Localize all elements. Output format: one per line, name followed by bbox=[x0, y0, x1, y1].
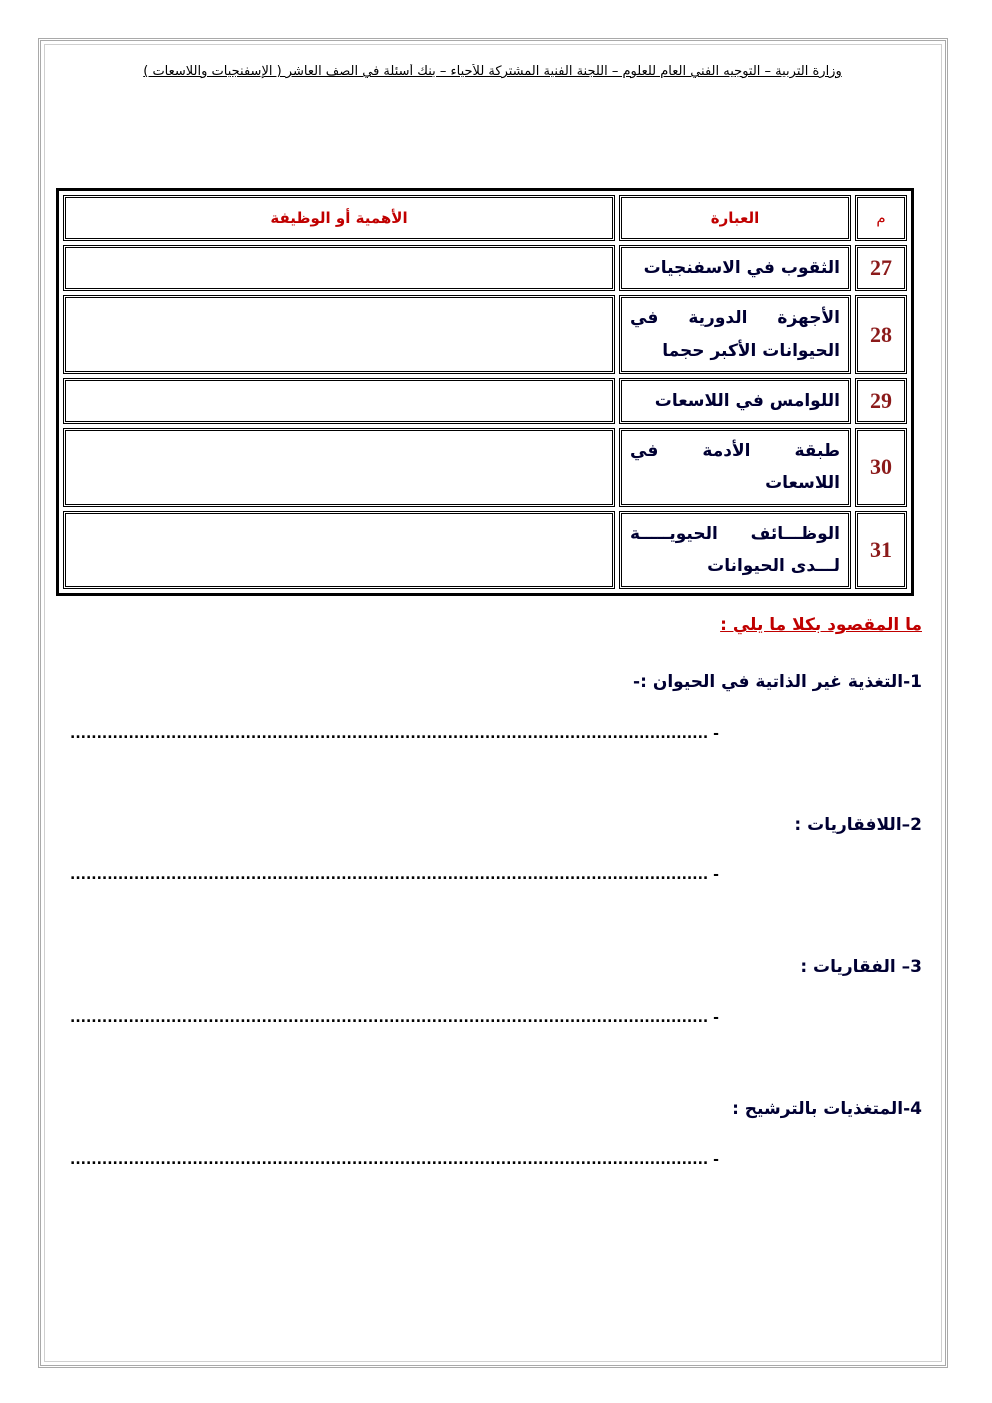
row-answer-cell[interactable] bbox=[63, 378, 615, 424]
row-number: 27 bbox=[855, 245, 907, 291]
row-answer-cell[interactable] bbox=[63, 245, 615, 291]
answer-line[interactable]: ........................................................................................................................ - bbox=[70, 1152, 719, 1168]
row-number: 31 bbox=[855, 511, 907, 590]
row-answer-cell[interactable] bbox=[63, 511, 615, 590]
table-row bbox=[63, 428, 907, 507]
row-number: 28 bbox=[855, 295, 907, 374]
definition-item-label: 1-التغذية غير الذاتية في الحيوان :- bbox=[633, 672, 922, 692]
row-statement: الثقوب في الاسفنجيات bbox=[619, 245, 851, 291]
answer-line[interactable]: ........................................................................................................................ - bbox=[70, 1010, 719, 1026]
column-header-function: الأهمية أو الوظيفة bbox=[63, 195, 615, 241]
table-row bbox=[63, 295, 907, 374]
table-row bbox=[63, 245, 907, 291]
definition-item-label: 2–اللافقاريات : bbox=[794, 815, 922, 835]
column-header-statement: العبارة bbox=[619, 195, 851, 241]
table-row bbox=[63, 378, 907, 424]
row-statement: الأجهزة الدورية في الحيوانات الأكبر حجما bbox=[619, 295, 851, 374]
column-header-num: م bbox=[855, 195, 907, 241]
definition-item-label: 3– الفقاريات : bbox=[800, 957, 922, 977]
section-title: ما المقصود بكلا ما يلي : bbox=[720, 615, 922, 635]
definition-item-label: 4-المتغذيات بالترشيح : bbox=[732, 1099, 922, 1119]
answer-line[interactable]: ........................................................................................................................ - bbox=[70, 726, 719, 742]
row-statement: اللوامس في اللاسعات bbox=[619, 378, 851, 424]
row-statement: الوظـــائف الحيويـــــة لـــدى الحيوانات bbox=[619, 511, 851, 590]
table-header-row bbox=[63, 195, 907, 241]
row-statement: طبقة الأدمة في اللاسعات bbox=[619, 428, 851, 507]
table-row bbox=[63, 511, 907, 590]
row-answer-cell[interactable] bbox=[63, 428, 615, 507]
page-header: وزارة التربية – التوجيه الفني العام للعلوم – اللجنة الفنية المشتركة للأحياء – بنك أسئلة في الصف العاشر ( الإسفنجيات واللاسعات ) bbox=[143, 64, 842, 79]
answer-line[interactable]: ........................................................................................................................ - bbox=[70, 867, 719, 883]
row-number: 30 bbox=[855, 428, 907, 507]
row-answer-cell[interactable] bbox=[63, 295, 615, 374]
question-table bbox=[56, 188, 914, 596]
row-number: 29 bbox=[855, 378, 907, 424]
